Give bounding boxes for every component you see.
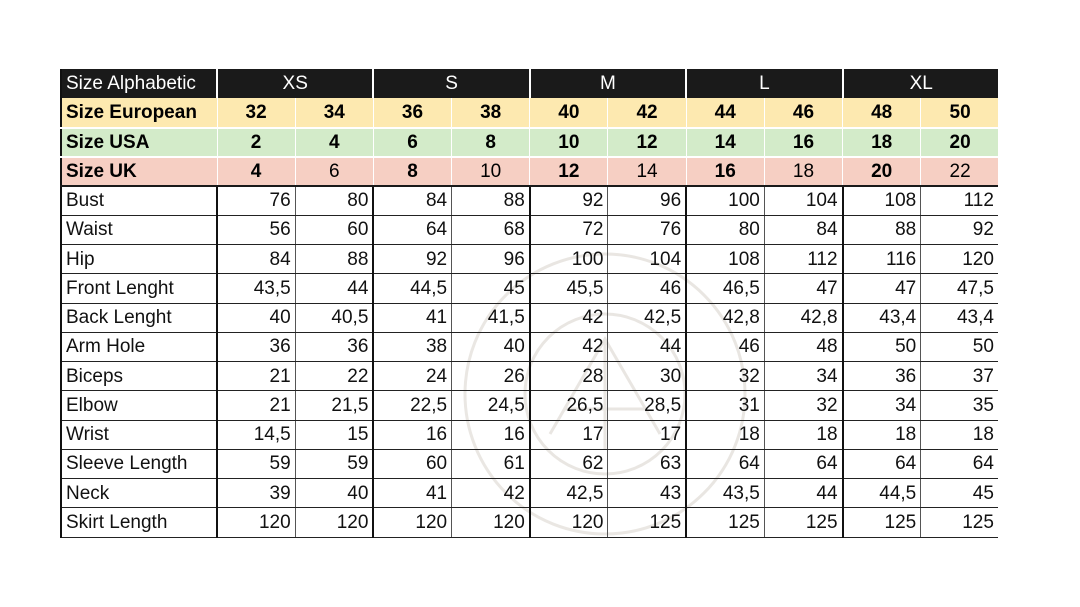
size-chart xyxy=(60,69,998,539)
measurement-value: 15 xyxy=(295,420,373,449)
measurement-value: 40,5 xyxy=(295,303,373,332)
measurement-value: 100 xyxy=(530,245,608,274)
measurement-value: 76 xyxy=(608,215,686,244)
measurement-label: Skirt Length xyxy=(61,508,217,537)
usa-size-cell: 18 xyxy=(843,128,921,157)
measurement-row xyxy=(61,391,998,420)
measurement-value: 45 xyxy=(452,274,530,303)
measurement-value: 22,5 xyxy=(373,391,451,420)
measurement-value: 43,5 xyxy=(686,479,764,508)
european-size-cell: 40 xyxy=(530,98,608,127)
measurement-value: 16 xyxy=(373,420,451,449)
uk-size-cell: 16 xyxy=(686,157,764,186)
usa-size-label: Size USA xyxy=(61,128,217,157)
usa-size-cell: 6 xyxy=(373,128,451,157)
usa-size-cell: 4 xyxy=(295,128,373,157)
measurement-value: 28 xyxy=(530,362,608,391)
measurement-value: 42,5 xyxy=(608,303,686,332)
measurement-value: 60 xyxy=(373,449,451,478)
measurement-value: 80 xyxy=(686,215,764,244)
measurement-value: 92 xyxy=(530,186,608,215)
uk-size-cell: 18 xyxy=(764,157,842,186)
measurement-value: 44,5 xyxy=(843,479,921,508)
measurement-row xyxy=(61,215,998,244)
measurement-label: Bust xyxy=(61,186,217,215)
measurement-value: 47,5 xyxy=(921,274,998,303)
european-size-label: Size European xyxy=(61,98,217,127)
measurement-value: 40 xyxy=(295,479,373,508)
measurement-value: 104 xyxy=(608,245,686,274)
measurement-value: 44 xyxy=(764,479,842,508)
usa-size-cell: 2 xyxy=(217,128,295,157)
uk-size-label: Size UK xyxy=(61,157,217,186)
measurement-value: 108 xyxy=(686,245,764,274)
measurement-value: 22 xyxy=(295,362,373,391)
measurement-row xyxy=(61,186,998,215)
uk-size-cell: 14 xyxy=(608,157,686,186)
usa-size-cell: 20 xyxy=(921,128,998,157)
uk-size-cell: 6 xyxy=(295,157,373,186)
uk-size-cell: 10 xyxy=(452,157,530,186)
measurement-label: Hip xyxy=(61,245,217,274)
measurement-value: 41 xyxy=(373,303,451,332)
measurement-value: 40 xyxy=(217,303,295,332)
usa-size-row xyxy=(61,128,998,157)
measurement-value: 120 xyxy=(295,508,373,537)
measurement-value: 125 xyxy=(764,508,842,537)
european-size-cell: 38 xyxy=(452,98,530,127)
measurement-value: 41,5 xyxy=(452,303,530,332)
measurement-row xyxy=(61,274,998,303)
european-size-cell: 46 xyxy=(764,98,842,127)
measurement-value: 60 xyxy=(295,215,373,244)
measurement-value: 18 xyxy=(686,420,764,449)
measurement-value: 64 xyxy=(843,449,921,478)
measurement-value: 43,5 xyxy=(217,274,295,303)
measurement-value: 32 xyxy=(764,391,842,420)
measurement-value: 120 xyxy=(921,245,998,274)
measurement-row xyxy=(61,332,998,361)
measurement-value: 39 xyxy=(217,479,295,508)
size-group-header: XS xyxy=(217,69,373,98)
measurement-value: 44,5 xyxy=(373,274,451,303)
measurement-value: 88 xyxy=(295,245,373,274)
uk-size-cell: 22 xyxy=(921,157,998,186)
measurement-value: 48 xyxy=(764,332,842,361)
measurement-value: 17 xyxy=(608,420,686,449)
measurement-value: 35 xyxy=(921,391,998,420)
measurement-value: 50 xyxy=(921,332,998,361)
european-size-row xyxy=(61,98,998,127)
measurement-value: 47 xyxy=(843,274,921,303)
measurement-value: 64 xyxy=(764,449,842,478)
measurement-value: 64 xyxy=(921,449,998,478)
measurement-value: 120 xyxy=(373,508,451,537)
size-group-header: L xyxy=(686,69,842,98)
measurement-value: 34 xyxy=(764,362,842,391)
measurement-value: 50 xyxy=(843,332,921,361)
measurement-label: Front Lenght xyxy=(61,274,217,303)
measurement-value: 36 xyxy=(295,332,373,361)
measurement-value: 125 xyxy=(843,508,921,537)
measurement-row xyxy=(61,245,998,274)
measurement-value: 84 xyxy=(764,215,842,244)
european-size-cell: 48 xyxy=(843,98,921,127)
measurement-value: 46 xyxy=(608,274,686,303)
measurement-value: 96 xyxy=(608,186,686,215)
measurement-label: Biceps xyxy=(61,362,217,391)
measurement-value: 63 xyxy=(608,449,686,478)
measurement-value: 42 xyxy=(530,332,608,361)
uk-size-cell: 8 xyxy=(373,157,451,186)
measurement-value: 21,5 xyxy=(295,391,373,420)
measurement-value: 76 xyxy=(217,186,295,215)
measurement-value: 64 xyxy=(686,449,764,478)
measurement-value: 42 xyxy=(452,479,530,508)
measurement-value: 24 xyxy=(373,362,451,391)
measurement-value: 84 xyxy=(373,186,451,215)
measurement-value: 43,4 xyxy=(843,303,921,332)
measurement-label: Back Lenght xyxy=(61,303,217,332)
measurement-value: 72 xyxy=(530,215,608,244)
european-size-cell: 34 xyxy=(295,98,373,127)
measurement-value: 80 xyxy=(295,186,373,215)
measurement-value: 92 xyxy=(921,215,998,244)
measurement-value: 59 xyxy=(217,449,295,478)
measurement-value: 45 xyxy=(921,479,998,508)
alphabetic-size-label: Size Alphabetic xyxy=(61,69,217,98)
measurement-value: 34 xyxy=(843,391,921,420)
measurement-value: 125 xyxy=(921,508,998,537)
european-size-cell: 44 xyxy=(686,98,764,127)
measurement-value: 31 xyxy=(686,391,764,420)
measurement-value: 24,5 xyxy=(452,391,530,420)
alphabetic-size-row xyxy=(61,69,998,98)
measurement-value: 120 xyxy=(452,508,530,537)
measurement-value: 47 xyxy=(764,274,842,303)
european-size-cell: 32 xyxy=(217,98,295,127)
measurement-value: 28,5 xyxy=(608,391,686,420)
measurement-value: 46,5 xyxy=(686,274,764,303)
measurement-value: 26,5 xyxy=(530,391,608,420)
size-group-header: M xyxy=(530,69,686,98)
measurement-row xyxy=(61,449,998,478)
measurement-value: 100 xyxy=(686,186,764,215)
measurement-value: 41 xyxy=(373,479,451,508)
measurement-value: 17 xyxy=(530,420,608,449)
measurement-value: 43 xyxy=(608,479,686,508)
measurement-value: 45,5 xyxy=(530,274,608,303)
measurement-value: 21 xyxy=(217,391,295,420)
usa-size-cell: 10 xyxy=(530,128,608,157)
measurement-value: 56 xyxy=(217,215,295,244)
measurement-value: 62 xyxy=(530,449,608,478)
measurement-row xyxy=(61,479,998,508)
measurement-value: 16 xyxy=(452,420,530,449)
measurement-row xyxy=(61,362,998,391)
measurement-value: 96 xyxy=(452,245,530,274)
measurement-value: 18 xyxy=(921,420,998,449)
usa-size-cell: 12 xyxy=(608,128,686,157)
uk-size-cell: 4 xyxy=(217,157,295,186)
usa-size-cell: 14 xyxy=(686,128,764,157)
measurement-row xyxy=(61,420,998,449)
uk-size-cell: 12 xyxy=(530,157,608,186)
measurement-value: 120 xyxy=(530,508,608,537)
measurement-value: 21 xyxy=(217,362,295,391)
measurement-value: 125 xyxy=(608,508,686,537)
usa-size-cell: 16 xyxy=(764,128,842,157)
measurement-value: 64 xyxy=(373,215,451,244)
size-table xyxy=(60,69,998,538)
measurement-label: Wrist xyxy=(61,420,217,449)
measurement-value: 38 xyxy=(373,332,451,361)
measurement-value: 18 xyxy=(764,420,842,449)
measurement-value: 30 xyxy=(608,362,686,391)
measurement-value: 125 xyxy=(686,508,764,537)
measurement-value: 44 xyxy=(295,274,373,303)
measurement-label: Waist xyxy=(61,215,217,244)
measurement-value: 44 xyxy=(608,332,686,361)
measurement-value: 59 xyxy=(295,449,373,478)
measurement-value: 112 xyxy=(921,186,998,215)
measurement-row xyxy=(61,303,998,332)
measurement-value: 116 xyxy=(843,245,921,274)
measurement-value: 88 xyxy=(843,215,921,244)
measurement-value: 104 xyxy=(764,186,842,215)
usa-size-cell: 8 xyxy=(452,128,530,157)
measurement-value: 36 xyxy=(843,362,921,391)
uk-size-cell: 20 xyxy=(843,157,921,186)
measurement-value: 61 xyxy=(452,449,530,478)
measurement-label: Elbow xyxy=(61,391,217,420)
measurement-label: Arm Hole xyxy=(61,332,217,361)
measurement-value: 84 xyxy=(217,245,295,274)
measurement-value: 108 xyxy=(843,186,921,215)
measurement-label: Sleeve Length xyxy=(61,449,217,478)
measurement-value: 120 xyxy=(217,508,295,537)
measurement-value: 42 xyxy=(530,303,608,332)
measurement-value: 42,8 xyxy=(686,303,764,332)
measurement-value: 46 xyxy=(686,332,764,361)
measurement-value: 14,5 xyxy=(217,420,295,449)
measurement-row xyxy=(61,508,998,537)
measurement-value: 26 xyxy=(452,362,530,391)
size-group-header: S xyxy=(373,69,529,98)
measurement-value: 68 xyxy=(452,215,530,244)
size-group-header: XL xyxy=(843,69,998,98)
european-size-cell: 42 xyxy=(608,98,686,127)
european-size-cell: 50 xyxy=(921,98,998,127)
measurement-value: 42,8 xyxy=(764,303,842,332)
measurement-value: 42,5 xyxy=(530,479,608,508)
measurement-label: Neck xyxy=(61,479,217,508)
measurement-value: 32 xyxy=(686,362,764,391)
uk-size-row xyxy=(61,157,998,186)
measurement-value: 43,4 xyxy=(921,303,998,332)
measurement-value: 36 xyxy=(217,332,295,361)
measurement-value: 88 xyxy=(452,186,530,215)
measurement-value: 40 xyxy=(452,332,530,361)
european-size-cell: 36 xyxy=(373,98,451,127)
measurement-value: 112 xyxy=(764,245,842,274)
measurement-value: 37 xyxy=(921,362,998,391)
measurement-value: 92 xyxy=(373,245,451,274)
measurement-value: 18 xyxy=(843,420,921,449)
